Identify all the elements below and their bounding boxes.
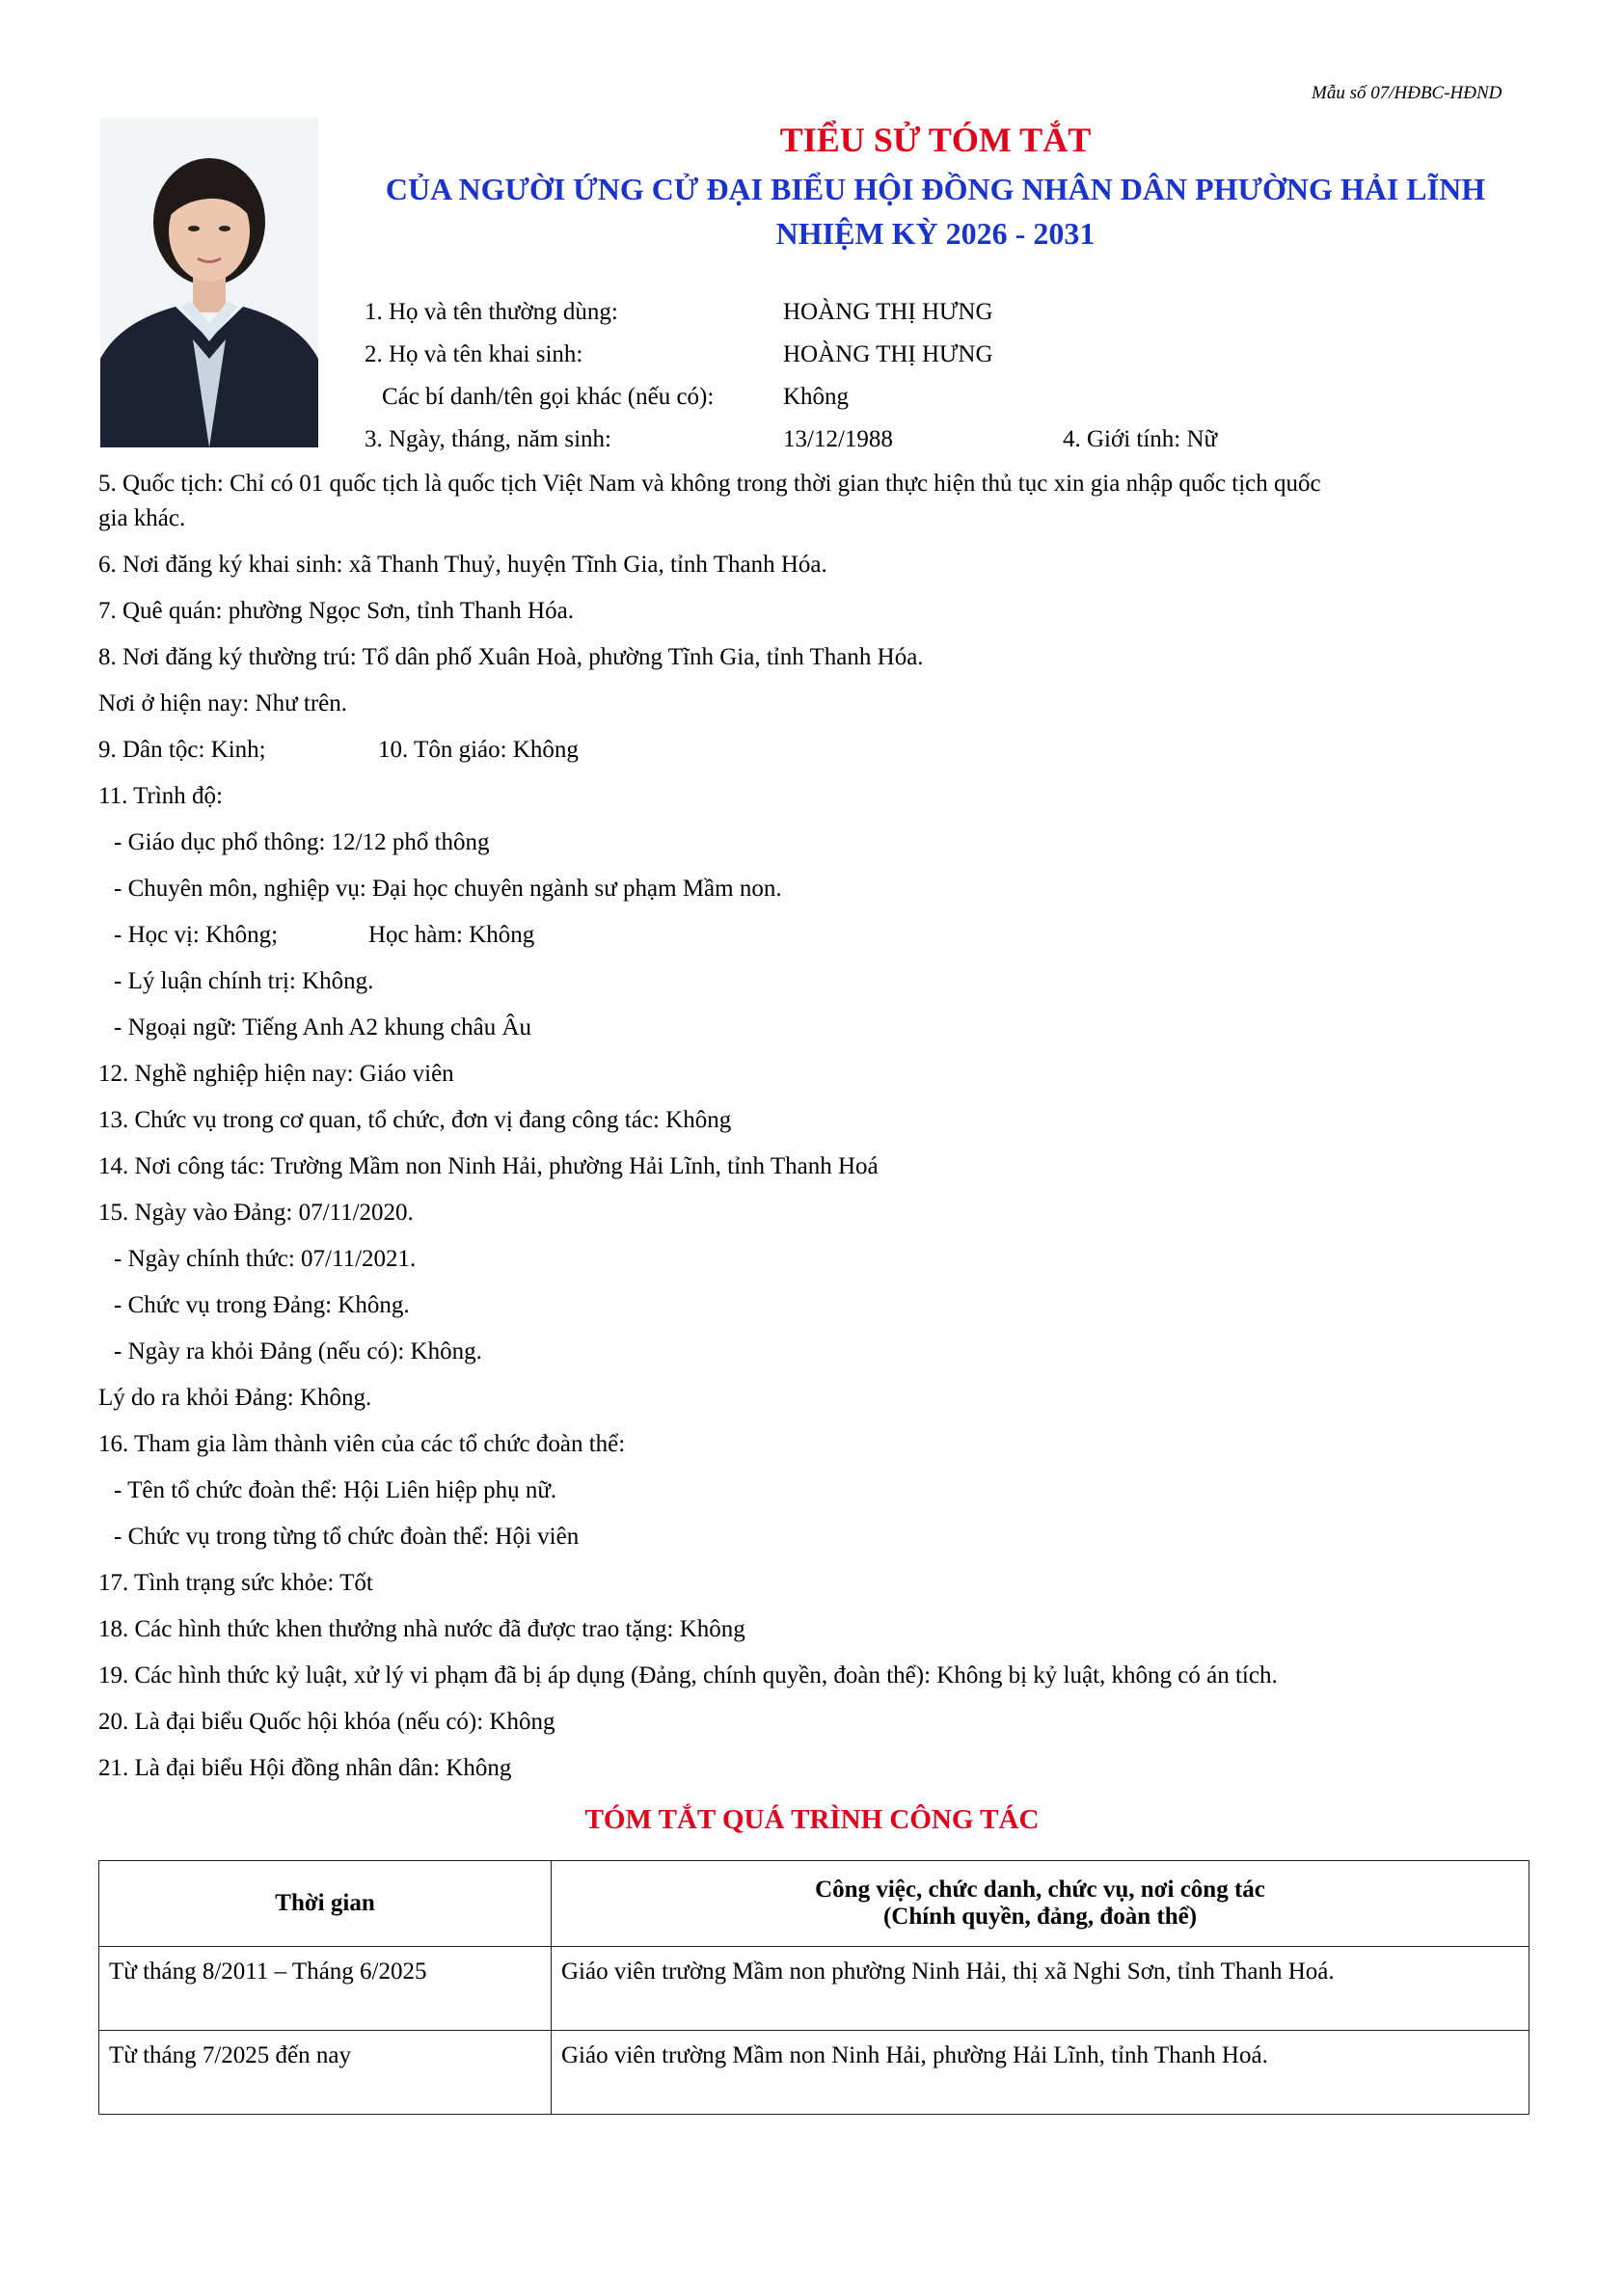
current-position: 13. Chức vụ trong cơ quan, tổ chức, đơn vị đang công tác: Không [98,1107,732,1133]
table-row [99,2031,1529,2115]
dob-value: 13/12/1988 [783,426,893,452]
table-row [99,1947,1529,2031]
party-leave-reason: Lý do ra khỏi Đảng: Không. [98,1385,372,1411]
common-name-label: 1. Họ và tên thường dùng: [365,299,618,325]
row-time: Từ tháng 7/2025 đến nay [99,2031,552,2115]
religion: 10. Tôn giáo: Không [378,737,579,763]
birth-name-value: HOÀNG THỊ HƯNG [783,341,993,367]
general-education: - Giáo dục phổ thông: 12/12 phổ thông [114,829,490,855]
workplace: 14. Nơi công tác: Trường Mầm non Ninh Hải, phường Hải Lĩnh, tỉnh Thanh Hoá [98,1153,879,1179]
national-assembly-deputy: 20. Là đại biểu Quốc hội khóa (nếu có): Không [98,1709,555,1735]
term-heading: NHIỆM KỲ 2026 - 2031 [775,216,1096,251]
party-leave-date: - Ngày ra khỏi Đảng (nếu có): Không. [114,1338,482,1364]
work-history-table [98,1860,1529,2115]
portrait-image [100,118,318,447]
row-job: Giáo viên trường Mầm non phường Ninh Hải, thị xã Nghi Sơn, tỉnh Thanh Hoá. [552,1947,1529,2031]
state-awards: 18. Các hình thức khen thưởng nhà nước đã được trao tặng: Không [98,1616,745,1642]
common-name-value: HOÀNG THỊ HƯNG [783,299,993,325]
health-status: 17. Tình trạng sức khỏe: Tốt [98,1570,373,1596]
alias-value: Không [783,384,850,410]
academic-title: Học hàm: Không [368,922,535,948]
gender-field: 4. Giới tính: Nữ [1063,426,1218,452]
people-council-deputy: 21. Là đại biểu Hội đồng nhân dân: Không [98,1755,512,1781]
organization-name: - Tên tổ chức đoàn thể: Hội Liên hiệp phụ nữ. [114,1477,557,1503]
document-subtitle: CỦA NGƯỜI ỨNG CỬ ĐẠI BIỂU HỘI ĐỒNG NHÂN DÂN PHƯỜNG HẢI LĨNH [385,172,1486,206]
ethnicity: 9. Dân tộc: Kinh; [98,737,266,763]
party-official-date: - Ngày chính thức: 07/11/2021. [114,1246,417,1272]
hometown: 7. Quê quán: phường Ngọc Sơn, tỉnh Thanh Hóa. [98,598,574,624]
header-job [552,1861,1529,1947]
nationality-line-2: gia khác. [98,505,186,531]
party-join-date: 15. Ngày vào Đảng: 07/11/2020. [98,1200,414,1226]
document-title: TIỂU SỬ TÓM TẮT [779,121,1092,159]
form-code: Mẫu số 07/HĐBC-HĐND [1312,83,1502,103]
table-header-row [99,1861,1529,1947]
row-time: Từ tháng 8/2011 – Tháng 6/2025 [99,1947,552,2031]
candidate-photo [100,118,318,447]
foreign-language: - Ngoại ngữ: Tiếng Anh A2 khung châu Âu [114,1014,531,1040]
birth-registration: 6. Nơi đăng ký khai sinh: xã Thanh Thuỷ, huyện Tĩnh Gia, tỉnh Thanh Hóa. [98,552,827,578]
work-history-title: TÓM TẮT QUÁ TRÌNH CÔNG TÁC [584,1804,1040,1835]
specialty: - Chuyên môn, nghiệp vụ: Đại học chuyên ngành sư phạm Mầm non. [114,876,782,902]
alias-label: Các bí danh/tên gọi khác (nếu có): [382,384,715,410]
education-heading: 11. Trình độ: [98,783,223,809]
discipline-record: 19. Các hình thức kỷ luật, xử lý vi phạm đã bị áp dụng (Đảng, chính quyền, đoàn thể): Không bị kỷ luật, không có án tích. [98,1662,1278,1688]
row-job: Giáo viên trường Mầm non Ninh Hải, phường Hải Lĩnh, tỉnh Thanh Hoá. [552,2031,1529,2115]
header-time: Thời gian [99,1861,552,1947]
header-job-line-1: Công việc, chức danh, chức vụ, nơi công tác [815,1877,1265,1903]
organization-role: - Chức vụ trong từng tổ chức đoàn thể: Hội viên [114,1524,580,1550]
party-position: - Chức vụ trong Đảng: Không. [114,1292,410,1318]
organizations-heading: 16. Tham gia làm thành viên của các tổ chức đoàn thể: [98,1431,626,1457]
permanent-residence: 8. Nơi đăng ký thường trú: Tổ dân phố Xuân Hoà, phường Tĩnh Gia, tỉnh Thanh Hóa. [98,644,924,670]
academic-degree: - Học vị: Không; [114,922,279,948]
nationality-line-1: 5. Quốc tịch: Chỉ có 01 quốc tịch là quốc tịch Việt Nam và không trong thời gian thực hiện thủ tục xin gia nhập quốc tịch quốc [98,471,1321,497]
dob-label: 3. Ngày, tháng, năm sinh: [365,426,611,452]
occupation: 12. Nghề nghiệp hiện nay: Giáo viên [98,1061,454,1087]
current-residence: Nơi ở hiện nay: Như trên. [98,690,347,716]
header-job-line-2: (Chính quyền, đảng, đoàn thể) [882,1904,1198,1930]
birth-name-label: 2. Họ và tên khai sinh: [365,341,583,367]
political-theory: - Lý luận chính trị: Không. [114,968,374,994]
